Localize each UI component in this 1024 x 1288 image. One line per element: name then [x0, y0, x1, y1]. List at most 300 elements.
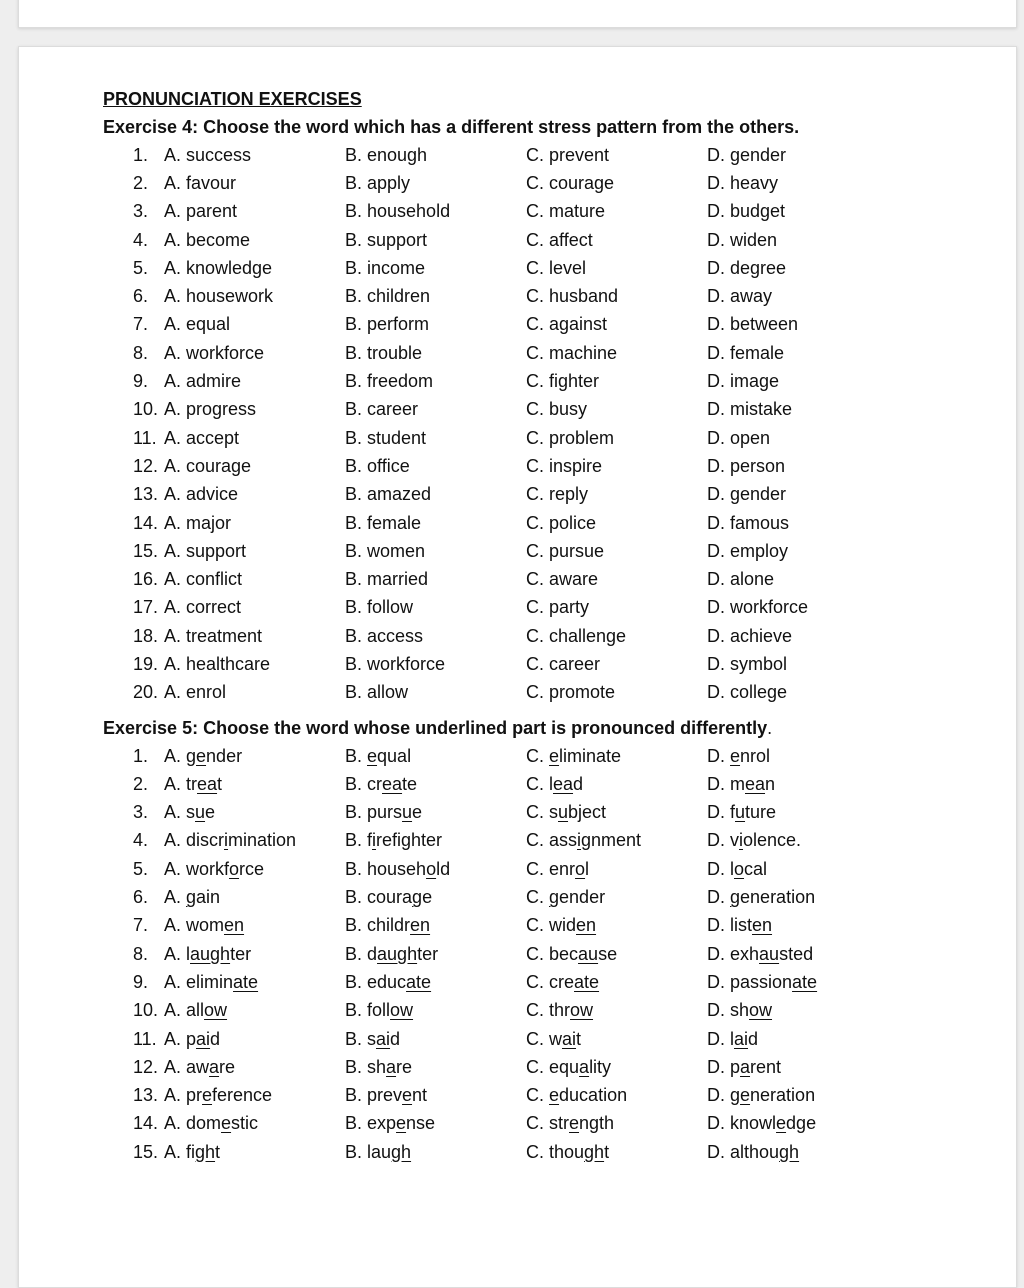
question-row — [103, 1082, 983, 1110]
option-c — [526, 887, 707, 908]
option-b — [345, 887, 526, 908]
option-text-after: t — [215, 1141, 221, 1162]
option-d: D. degree — [707, 257, 787, 278]
option-a — [164, 830, 345, 851]
question-number: 6. — [133, 286, 149, 307]
option-text-before: C. bec — [526, 943, 579, 964]
exercise-4-heading: Exercise 4: Choose the word which has a different stress pattern from the others. — [103, 117, 800, 137]
option-text-before: D. passion — [707, 971, 793, 992]
question-row — [103, 537, 983, 565]
option-text-before: D. m — [707, 773, 745, 794]
option-b — [345, 830, 526, 851]
option-d: D. college — [707, 682, 788, 703]
option-d — [707, 1029, 888, 1050]
option-d: D. away — [707, 286, 773, 307]
option-text-after: te — [402, 773, 418, 794]
option-b: B. apply — [345, 172, 411, 193]
question-number: 4. — [133, 830, 149, 851]
option-text-before: D. sh — [707, 1000, 750, 1021]
option-c: C. prevent — [526, 144, 610, 165]
exercise-5-heading-tail: . — [767, 717, 773, 738]
option-text-before: B. prev — [345, 1085, 403, 1106]
option-a: A. enrol — [164, 682, 227, 703]
option-a — [164, 1029, 345, 1050]
option-c — [526, 802, 707, 823]
option-b: B. workforce — [345, 653, 446, 674]
underlined-part: i — [372, 830, 377, 851]
question-number: 4. — [133, 229, 149, 250]
option-c: C. courage — [526, 172, 615, 193]
option-text-after: t — [604, 1141, 610, 1162]
option-c — [526, 1029, 707, 1050]
underlined-part: e — [196, 745, 207, 766]
option-b: B. trouble — [345, 342, 423, 363]
option-d — [707, 1057, 888, 1078]
option-b: B. student — [345, 427, 427, 448]
option-a — [164, 802, 345, 823]
underlined-part: ow — [204, 1000, 228, 1021]
option-text-before: C. thr — [526, 1000, 571, 1021]
option-text-after: l — [585, 858, 590, 879]
question-row — [103, 481, 983, 509]
option-text-after: qual — [377, 745, 412, 766]
option-a — [164, 944, 345, 965]
option-d — [707, 830, 888, 851]
question-number: 8. — [133, 943, 149, 964]
option-text-before: D. l — [707, 1028, 734, 1049]
option-b — [345, 915, 526, 936]
option-text-after: olence. — [743, 830, 802, 851]
option-a — [164, 746, 345, 767]
option-b — [345, 1029, 526, 1050]
underlined-part: g — [186, 887, 197, 908]
option-text-after: rent — [750, 1056, 782, 1077]
option-a: A. courage — [164, 455, 252, 476]
option-a: A. correct — [164, 597, 242, 618]
option-d — [707, 1085, 888, 1106]
option-text-before: A. pr — [164, 1085, 203, 1106]
question-row — [103, 742, 983, 770]
option-text-after: e — [205, 802, 216, 823]
question-number: 11. — [133, 427, 157, 448]
option-a: A. healthcare — [164, 653, 271, 674]
option-a: A. equal — [164, 314, 231, 335]
option-text-before: C. cre — [526, 971, 575, 992]
option-d: D. mistake — [707, 399, 793, 420]
underlined-part: ow — [749, 1000, 773, 1021]
option-d: D. between — [707, 314, 799, 335]
underlined-part: ate — [574, 971, 600, 992]
underlined-part: ea — [197, 773, 218, 794]
question-number: 13. — [133, 1085, 159, 1106]
option-text-before: C. equ — [526, 1056, 580, 1077]
question-row — [103, 226, 983, 254]
option-text-before: C. s — [526, 802, 559, 823]
question-row — [103, 912, 983, 940]
option-b: B. follow — [345, 597, 414, 618]
option-a: A. favour — [164, 172, 237, 193]
option-a — [164, 1142, 345, 1163]
option-text-after: stic — [231, 1113, 259, 1134]
option-text-before: C. enr — [526, 858, 576, 879]
option-text-before: B. — [345, 745, 368, 766]
underlined-part: u — [558, 802, 569, 823]
option-text-after: dge — [786, 1113, 817, 1134]
option-c: C. husband — [526, 286, 619, 307]
underlined-part: gh — [779, 1141, 800, 1162]
option-c — [526, 774, 707, 795]
option-text-after: ain — [196, 887, 221, 908]
option-a: A. success — [164, 144, 252, 165]
question-number: 6. — [133, 887, 149, 908]
option-d — [707, 915, 888, 936]
option-d — [707, 944, 888, 965]
option-text-after: ture — [745, 802, 777, 823]
underlined-part: u — [402, 802, 413, 823]
underlined-part: ate — [233, 971, 259, 992]
question-number: 1. — [133, 745, 149, 766]
option-c: C. busy — [526, 399, 588, 420]
option-c — [526, 830, 707, 851]
question-row — [103, 396, 983, 424]
question-row — [103, 367, 983, 395]
underlined-part: en — [576, 915, 597, 936]
option-text-after: re — [396, 1056, 413, 1077]
question-row — [103, 622, 983, 650]
underlined-part: e — [221, 1113, 232, 1134]
question-number: 13. — [133, 484, 159, 505]
underlined-part: e — [740, 1085, 751, 1106]
underlined-part: u — [735, 802, 746, 823]
option-b — [345, 1000, 526, 1021]
option-text-after: bject — [568, 802, 607, 823]
underlined-part: i — [739, 830, 744, 851]
question-number: 11. — [133, 1028, 157, 1049]
option-text-before: A. dom — [164, 1113, 222, 1134]
option-a — [164, 774, 345, 795]
option-d: D. person — [707, 455, 786, 476]
option-b: B. career — [345, 399, 419, 420]
exercise-5-list — [103, 742, 983, 1166]
underlined-part: e — [396, 1113, 407, 1134]
underlined-part: ai — [376, 1028, 391, 1049]
option-text-after: ld — [436, 858, 451, 879]
option-c — [526, 944, 707, 965]
underlined-part: e — [776, 1113, 787, 1134]
previous-page-edge — [18, 0, 1017, 28]
underlined-part: ai — [734, 1028, 749, 1049]
option-text-before: A. workf — [164, 858, 230, 879]
question-number: 1. — [133, 144, 149, 165]
underlined-part: e — [730, 745, 741, 766]
option-b: B. support — [345, 229, 428, 250]
option-b — [345, 774, 526, 795]
question-number: 7. — [133, 314, 149, 335]
option-a — [164, 887, 345, 908]
option-text-after: ender — [559, 887, 606, 908]
option-text-before: C. thou — [526, 1141, 585, 1162]
option-text-before: B. purs — [345, 802, 403, 823]
option-a — [164, 1085, 345, 1106]
option-b: B. freedom — [345, 371, 434, 392]
option-text-before: D. list — [707, 915, 752, 936]
option-text-before: A. p — [164, 1028, 197, 1049]
question-row — [103, 650, 983, 678]
option-b: B. allow — [345, 682, 409, 703]
option-c — [526, 1113, 707, 1134]
option-c: C. affect — [526, 229, 593, 250]
option-d — [707, 1113, 888, 1134]
option-text-before: B. f — [345, 830, 373, 851]
question-number: 18. — [133, 625, 159, 646]
exercise-5-heading — [103, 714, 983, 742]
option-text-after: t — [576, 1028, 582, 1049]
option-text-after: ter — [230, 943, 252, 964]
option-text-before: D. g — [707, 1085, 741, 1106]
option-c — [526, 1057, 707, 1078]
option-text-before: D. p — [707, 1056, 741, 1077]
option-a: A. conflict — [164, 569, 243, 590]
question-row — [103, 565, 983, 593]
question-row — [103, 940, 983, 968]
option-d: D. gender — [707, 144, 787, 165]
option-a: A. support — [164, 540, 247, 561]
underlined-part: ow — [570, 1000, 594, 1021]
question-row — [103, 679, 983, 707]
option-d — [707, 802, 888, 823]
question-row — [103, 1110, 983, 1138]
option-text-after: e — [412, 802, 423, 823]
option-c: C. party — [526, 597, 590, 618]
underlined-part: o — [575, 858, 586, 879]
question-row — [103, 282, 983, 310]
question-row — [103, 968, 983, 996]
document-title: PRONUNCIATION EXERCISES — [103, 89, 362, 109]
option-text-before: B. s — [345, 1028, 377, 1049]
option-b — [345, 802, 526, 823]
question-row — [103, 339, 983, 367]
option-b — [345, 746, 526, 767]
option-text-before: C. str — [526, 1113, 569, 1134]
option-a — [164, 1057, 345, 1078]
option-d: D. widen — [707, 229, 778, 250]
underlined-part: ow — [390, 1000, 414, 1021]
option-text-before: B. coura — [345, 887, 413, 908]
option-text-before: D. althou — [707, 1141, 780, 1162]
option-d: D. workforce — [707, 597, 809, 618]
option-b — [345, 972, 526, 993]
option-text-before: B. househ — [345, 858, 427, 879]
question-row — [103, 997, 983, 1025]
option-b: B. enough — [345, 144, 428, 165]
option-a — [164, 1113, 345, 1134]
option-a: A. accept — [164, 427, 240, 448]
option-text-before: C. l — [526, 773, 553, 794]
option-text-after: rce — [239, 858, 265, 879]
question-number: 10. — [133, 399, 159, 420]
underlined-part: au — [578, 943, 599, 964]
option-text-before: D. exh — [707, 943, 760, 964]
underlined-part: o — [734, 858, 745, 879]
option-c: C. mature — [526, 201, 606, 222]
option-text-before: A. g — [164, 745, 197, 766]
option-c: C. machine — [526, 342, 618, 363]
exercise-5-heading-text: Exercise 5: Choose the word whose underlined part is pronounced differently — [103, 717, 768, 738]
option-text-before: A. tr — [164, 773, 198, 794]
question-row — [103, 855, 983, 883]
option-text-after: ference — [212, 1085, 273, 1106]
option-text-before: D. l — [707, 858, 734, 879]
option-text-before: B. educ — [345, 971, 407, 992]
page-content — [103, 85, 983, 1166]
underlined-part: ea — [553, 773, 574, 794]
question-number: 2. — [133, 172, 149, 193]
underlined-part: ate — [792, 971, 818, 992]
option-text-before: B. d — [345, 943, 378, 964]
option-c: C. career — [526, 653, 601, 674]
question-number: 8. — [133, 342, 149, 363]
option-text-after: ter — [417, 943, 439, 964]
option-text-after: nt — [412, 1085, 428, 1106]
option-text-before: B. cr — [345, 773, 383, 794]
underlined-part: ai — [562, 1028, 577, 1049]
option-d — [707, 887, 888, 908]
option-text-after: re — [219, 1056, 236, 1077]
option-c — [526, 1000, 707, 1021]
option-a — [164, 1000, 345, 1021]
question-row — [103, 424, 983, 452]
question-row — [103, 799, 983, 827]
question-number: 7. — [133, 915, 149, 936]
option-text-after: d — [210, 1028, 221, 1049]
option-text-before: C. — [526, 745, 550, 766]
option-text-after: ducation — [559, 1085, 628, 1106]
option-c: C. aware — [526, 569, 599, 590]
underlined-part: ate — [406, 971, 432, 992]
option-text-after: nrol — [740, 745, 771, 766]
question-number: 9. — [133, 971, 149, 992]
question-row — [103, 594, 983, 622]
option-text-after: se — [598, 943, 618, 964]
option-a: A. become — [164, 229, 251, 250]
option-text-after: t — [217, 773, 223, 794]
question-row — [103, 198, 983, 226]
question-row — [103, 1138, 983, 1166]
question-row — [103, 1025, 983, 1053]
question-row — [103, 452, 983, 480]
option-d: D. heavy — [707, 172, 779, 193]
option-text-before: D. — [707, 887, 731, 908]
option-text-before: C. ass — [526, 830, 578, 851]
option-a — [164, 915, 345, 936]
underlined-part: o — [229, 858, 240, 879]
option-text-before: B. childr — [345, 915, 411, 936]
option-text-before: A. s — [164, 802, 196, 823]
option-b — [345, 859, 526, 880]
option-c — [526, 859, 707, 880]
option-text-before: A. discr — [164, 830, 225, 851]
option-d — [707, 774, 888, 795]
question-number: 5. — [133, 257, 149, 278]
question-number: 14. — [133, 512, 159, 533]
option-text-before: C. wid — [526, 915, 577, 936]
option-d — [707, 1000, 888, 1021]
option-d: D. budget — [707, 201, 786, 222]
option-c — [526, 1085, 707, 1106]
option-d: D. achieve — [707, 625, 793, 646]
underlined-part: en — [224, 915, 245, 936]
option-c: C. fighter — [526, 371, 600, 392]
underlined-part: e — [549, 1085, 560, 1106]
option-d: D. gender — [707, 484, 787, 505]
question-number: 15. — [133, 1141, 159, 1162]
underlined-part: e — [402, 1085, 413, 1106]
option-b — [345, 944, 526, 965]
option-b: B. perform — [345, 314, 430, 335]
option-c: C. inspire — [526, 455, 603, 476]
option-a: A. workforce — [164, 342, 265, 363]
question-row — [103, 1053, 983, 1081]
option-a: A. progress — [164, 399, 257, 420]
option-text-after: d — [573, 773, 584, 794]
option-c — [526, 972, 707, 993]
option-b — [345, 1057, 526, 1078]
underlined-part: e — [367, 745, 378, 766]
option-text-before: C. w — [526, 1028, 562, 1049]
underlined-part: a — [386, 1056, 397, 1077]
option-c: C. police — [526, 512, 597, 533]
option-d: D. alone — [707, 569, 775, 590]
question-row — [103, 254, 983, 282]
option-text-after: e — [422, 887, 433, 908]
option-d — [707, 746, 888, 767]
option-text-after: nder — [206, 745, 243, 766]
exercise-4-list — [103, 141, 983, 707]
option-b: B. female — [345, 512, 422, 533]
option-c: C. level — [526, 257, 587, 278]
option-c: C. challenge — [526, 625, 627, 646]
option-text-before: A. — [164, 887, 187, 908]
question-row — [103, 169, 983, 197]
question-row — [103, 141, 983, 169]
option-text-after: d — [748, 1028, 759, 1049]
option-text-after: cal — [744, 858, 768, 879]
option-b: B. children — [345, 286, 431, 307]
question-number: 12. — [133, 455, 159, 476]
option-d: D. employ — [707, 540, 789, 561]
option-text-before: A. l — [164, 943, 191, 964]
option-a: A. admire — [164, 371, 242, 392]
question-row — [103, 509, 983, 537]
underlined-part: e — [569, 1113, 580, 1134]
option-text-before: A. elimin — [164, 971, 234, 992]
underlined-part: en — [410, 915, 431, 936]
option-text-after: mination — [228, 830, 297, 851]
option-b — [345, 1142, 526, 1163]
underlined-part: gh — [584, 1141, 605, 1162]
question-number: 3. — [133, 802, 149, 823]
underlined-part: o — [426, 858, 437, 879]
underlined-part: g — [549, 887, 560, 908]
option-b: B. office — [345, 455, 410, 476]
option-b: B. amazed — [345, 484, 432, 505]
option-text-before: D. v — [707, 830, 740, 851]
option-text-after: gnment — [581, 830, 642, 851]
question-row — [103, 311, 983, 339]
option-text-after: neration — [750, 1085, 816, 1106]
option-text-after: nse — [406, 1113, 436, 1134]
option-text-after: lity — [589, 1056, 612, 1077]
